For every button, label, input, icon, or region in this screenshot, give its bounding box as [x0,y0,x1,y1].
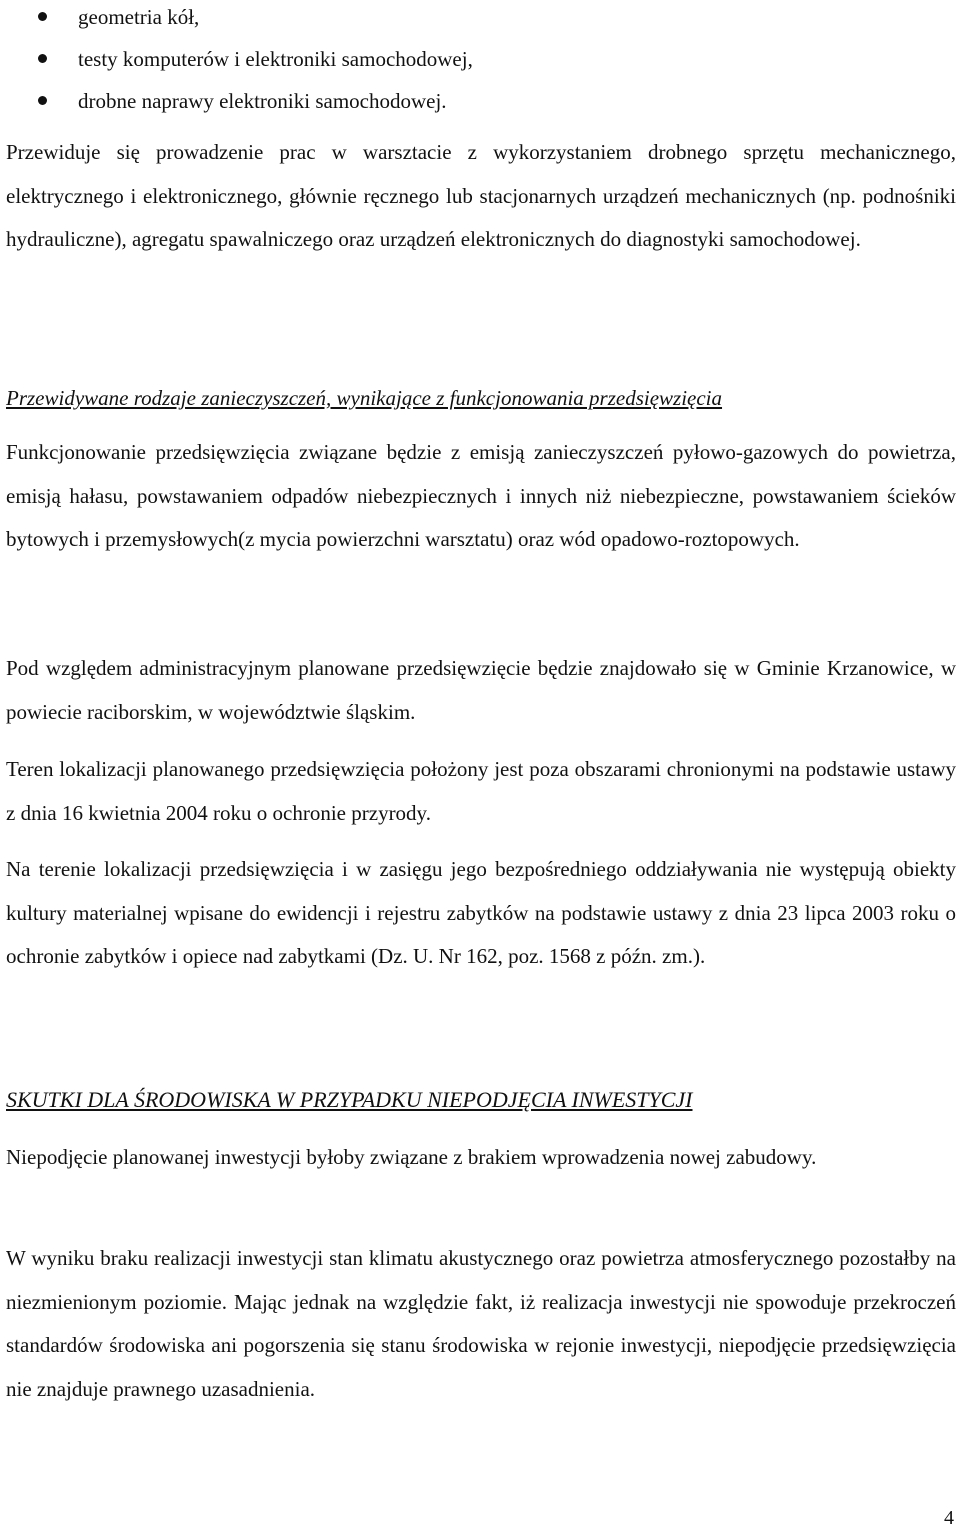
bullet-icon [38,12,47,21]
bullet-icon [38,54,47,63]
equipment-bullet-list [6,0,956,122]
bullet-icon [38,96,47,105]
page-number: 4 [944,1507,954,1529]
section-heading-pollution: Przewidywane rodzaje zanieczyszczeń, wynikające z funkcjonowania przedsięwzięcia [6,386,723,410]
paragraph-administrative: Pod względem administracyjnym planowane przedsięwzięcie będzie znajdowało się w Gminie Krzanowice, w powiecie raciborskim, w województwie śląskim. [6,656,956,724]
paragraph-pollution: Funkcjonowanie przedsięwzięcia związane będzie z emisją zanieczyszczeń pyłowo-gazowych do powietrza, emisją hałasu, powstawaniem odpadów niebezpiecznych i innych niż niebezpieczne, powstawaniem ścieków bytowych i przemysłowych(z mycia powierzchni warsztatu) oraz wód opadowo-roztopowych. [6,440,956,551]
list-item [6,80,956,122]
list-item-text: testy komputerów i elektroniki samochodowej, [78,47,473,71]
paragraph-effects-1: Niepodjęcie planowanej inwestycji byłoby związane z brakiem wprowadzenia nowej zabudowy. [6,1145,817,1169]
section-heading-effects: SKUTKI DLA ŚRODOWISKA W PRZYPADKU NIEPODJĘCIA INWESTYCJI [6,1087,693,1112]
list-item [6,0,956,38]
list-item [6,38,956,80]
paragraph-work-intro: Przewiduje się prowadzenie prac w warsztacie z wykorzystaniem drobnego sprzętu mechanicznego, elektrycznego i elektronicznego, głównie ręcznego lub stacjonarnych urządzeń mechanicznych (np. podnośniki hydrauliczne), agregatu spawalniczego oraz urządzeń elektronicznych do diagnostyki samochodowej. [6,140,956,251]
list-item-text: drobne naprawy elektroniki samochodowej. [78,89,447,113]
list-item-text: geometria kół, [78,5,200,29]
paragraph-effects-2: W wyniku braku realizacji inwestycji stan klimatu akustycznego oraz powietrza atmosferycznego pozostałby na niezmienionym poziomie. Mając jednak na względzie fakt, iż realizacja inwestycji nie spowoduje przekroczeń standardów środowiska ani pogorszenia się stanu środowiska w rejonie inwestycji, niepodjęcie przedsięwzięcia nie znajduje prawnego uzasadnienia. [6,1246,956,1401]
paragraph-heritage: Na terenie lokalizacji przedsięwzięcia i w zasięgu jego bezpośredniego oddziaływania nie występują obiekty kultury materialnej wpisane do ewidencji i rejestru zabytków na podstawie ustawy z dnia 23 lipca 2003 roku o ochronie zabytków i opiece nad zabytkami (Dz. U. Nr 162, poz. 1568 z późn. zm.). [6,857,956,968]
paragraph-location: Teren lokalizacji planowanego przedsięwzięcia położony jest poza obszarami chronionymi na podstawie ustawy z dnia 16 kwietnia 2004 roku o ochronie przyrody. [6,757,956,825]
